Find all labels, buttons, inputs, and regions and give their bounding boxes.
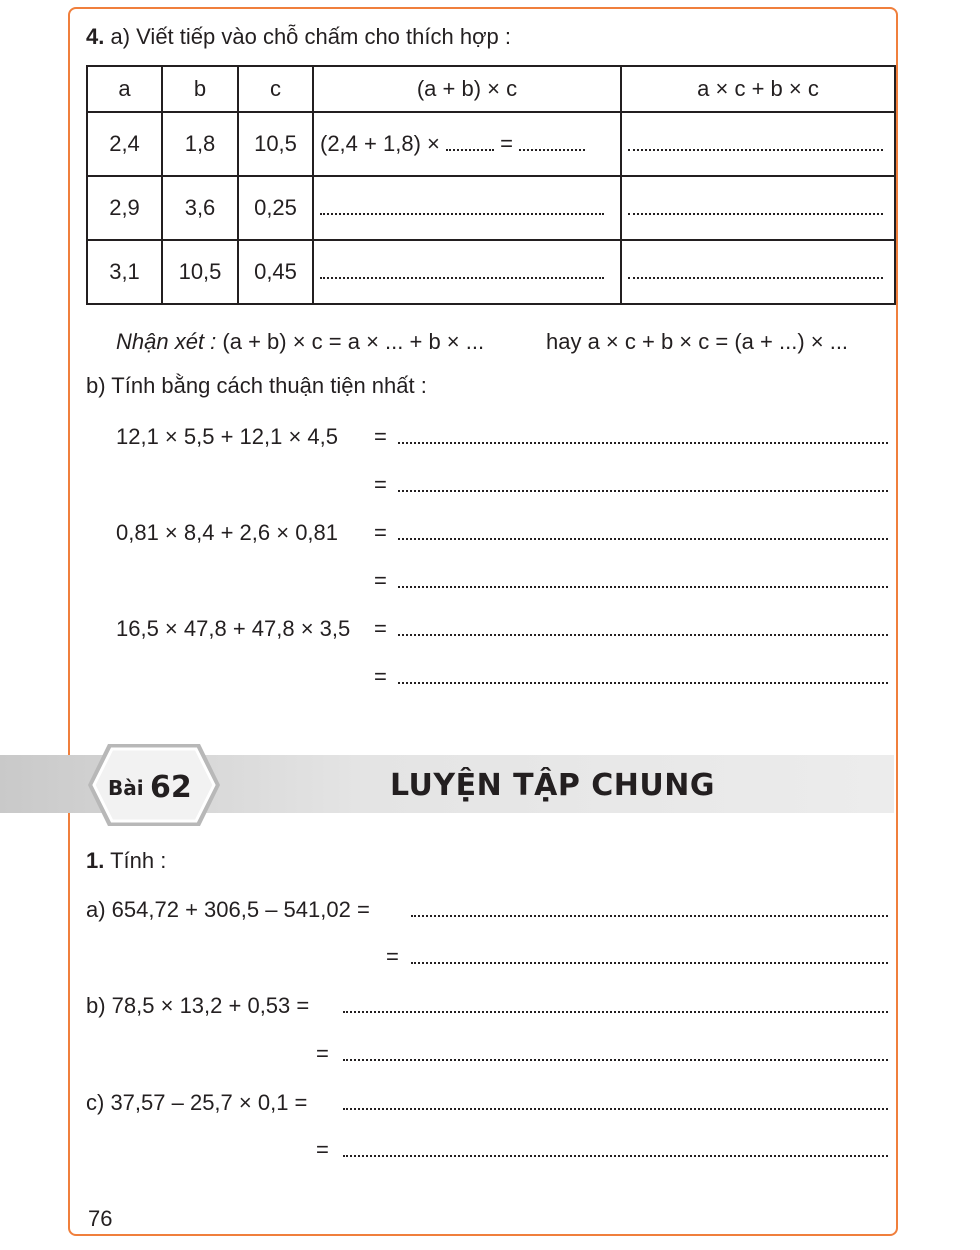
cell-a: 2,4 bbox=[87, 112, 162, 176]
header-sum-times-c: (a + b) × c bbox=[313, 66, 621, 112]
blank-dots bbox=[320, 269, 604, 279]
answer-line[interactable] bbox=[343, 1147, 888, 1157]
exercise-1-heading bbox=[86, 848, 166, 874]
header-distributed: a × c + b × c bbox=[621, 66, 895, 112]
equals-sign: = bbox=[374, 664, 387, 689]
item-c: c) 37,57 – 25,7 × 0,1 = bbox=[86, 1090, 308, 1115]
answer-line[interactable] bbox=[343, 1051, 888, 1061]
blank-dots bbox=[628, 205, 883, 215]
equals-sign: = bbox=[374, 472, 387, 497]
blank-dots bbox=[320, 205, 604, 215]
remark-label: Nhận xét : bbox=[116, 329, 217, 354]
blank-dots bbox=[446, 141, 494, 151]
cell-c: 0,25 bbox=[238, 176, 313, 240]
item-a: a) 654,72 + 306,5 – 541,02 = bbox=[86, 897, 370, 922]
equals-sign: = bbox=[316, 1137, 329, 1162]
answer-line[interactable] bbox=[398, 482, 888, 492]
part-b-prompt: b) Tính bằng cách thuận tiện nhất : bbox=[86, 373, 427, 398]
header-c: c bbox=[238, 66, 313, 112]
table-row bbox=[87, 240, 895, 304]
expression-2: 0,81 × 8,4 + 2,6 × 0,81 bbox=[116, 520, 339, 545]
answer-line[interactable] bbox=[411, 907, 888, 917]
header-b: b bbox=[162, 66, 238, 112]
remark-formula-2: hay a × c + b × c = (a + ...) × ... bbox=[546, 329, 849, 354]
cell-eq: = bbox=[500, 131, 513, 156]
equals-sign: = bbox=[374, 424, 387, 449]
cell-expr-fill[interactable] bbox=[313, 112, 621, 176]
answer-line[interactable] bbox=[398, 674, 888, 684]
equals-sign: = bbox=[374, 616, 387, 641]
cell-b: 3,6 bbox=[162, 176, 238, 240]
equals-sign: = bbox=[374, 520, 387, 545]
header-a: a bbox=[87, 66, 162, 112]
answer-line[interactable] bbox=[398, 530, 888, 540]
cell-distributed-fill[interactable] bbox=[621, 240, 895, 304]
lesson-title: LUYỆN TẬP CHUNG bbox=[390, 768, 716, 803]
expression-3: 16,5 × 47,8 + 47,8 × 3,5 bbox=[116, 616, 351, 641]
table-row bbox=[87, 176, 895, 240]
exercise-1-number: 1. bbox=[86, 848, 105, 873]
answer-line[interactable] bbox=[343, 1003, 888, 1013]
lesson-badge-icon bbox=[84, 740, 224, 830]
equals-sign: = bbox=[316, 1041, 329, 1066]
answer-line[interactable] bbox=[398, 578, 888, 588]
equals-sign: = bbox=[374, 568, 387, 593]
cell-b: 1,8 bbox=[162, 112, 238, 176]
expression-1: 12,1 × 5,5 + 12,1 × 4,5 bbox=[116, 424, 339, 449]
exercise-1-prompt: Tính : bbox=[110, 848, 167, 873]
cell-expr-text: (2,4 + 1,8) × bbox=[320, 131, 440, 156]
cell-c: 10,5 bbox=[238, 112, 313, 176]
exercise-4-heading bbox=[86, 24, 511, 50]
page-number: 76 bbox=[88, 1206, 113, 1231]
blank-dots bbox=[628, 269, 883, 279]
answer-line[interactable] bbox=[343, 1100, 888, 1110]
table-header-row bbox=[87, 66, 895, 112]
values-table bbox=[86, 65, 896, 305]
exercise-4-prompt: a) Viết tiếp vào chỗ chấm cho thích hợp : bbox=[110, 24, 511, 49]
remark-line bbox=[116, 329, 484, 355]
item-b: b) 78,5 × 13,2 + 0,53 = bbox=[86, 993, 310, 1018]
answer-line[interactable] bbox=[398, 434, 888, 444]
cell-distributed-fill[interactable] bbox=[621, 176, 895, 240]
cell-expr-fill[interactable] bbox=[313, 176, 621, 240]
remark-formula-1: (a + b) × c = a × ... + b × ... bbox=[222, 329, 485, 354]
table-row bbox=[87, 112, 895, 176]
equals-sign: = bbox=[386, 944, 399, 969]
answer-line[interactable] bbox=[411, 954, 888, 964]
cell-distributed-fill[interactable] bbox=[621, 112, 895, 176]
lesson-number: 62 bbox=[150, 770, 192, 805]
blank-dots bbox=[628, 141, 883, 151]
lesson-bai-label: Bài bbox=[108, 776, 144, 800]
cell-c: 0,45 bbox=[238, 240, 313, 304]
answer-line[interactable] bbox=[398, 626, 888, 636]
cell-a: 3,1 bbox=[87, 240, 162, 304]
blank-dots bbox=[519, 141, 585, 151]
cell-b: 10,5 bbox=[162, 240, 238, 304]
exercise-4-number: 4. bbox=[86, 24, 105, 49]
cell-expr-fill[interactable] bbox=[313, 240, 621, 304]
cell-a: 2,9 bbox=[87, 176, 162, 240]
